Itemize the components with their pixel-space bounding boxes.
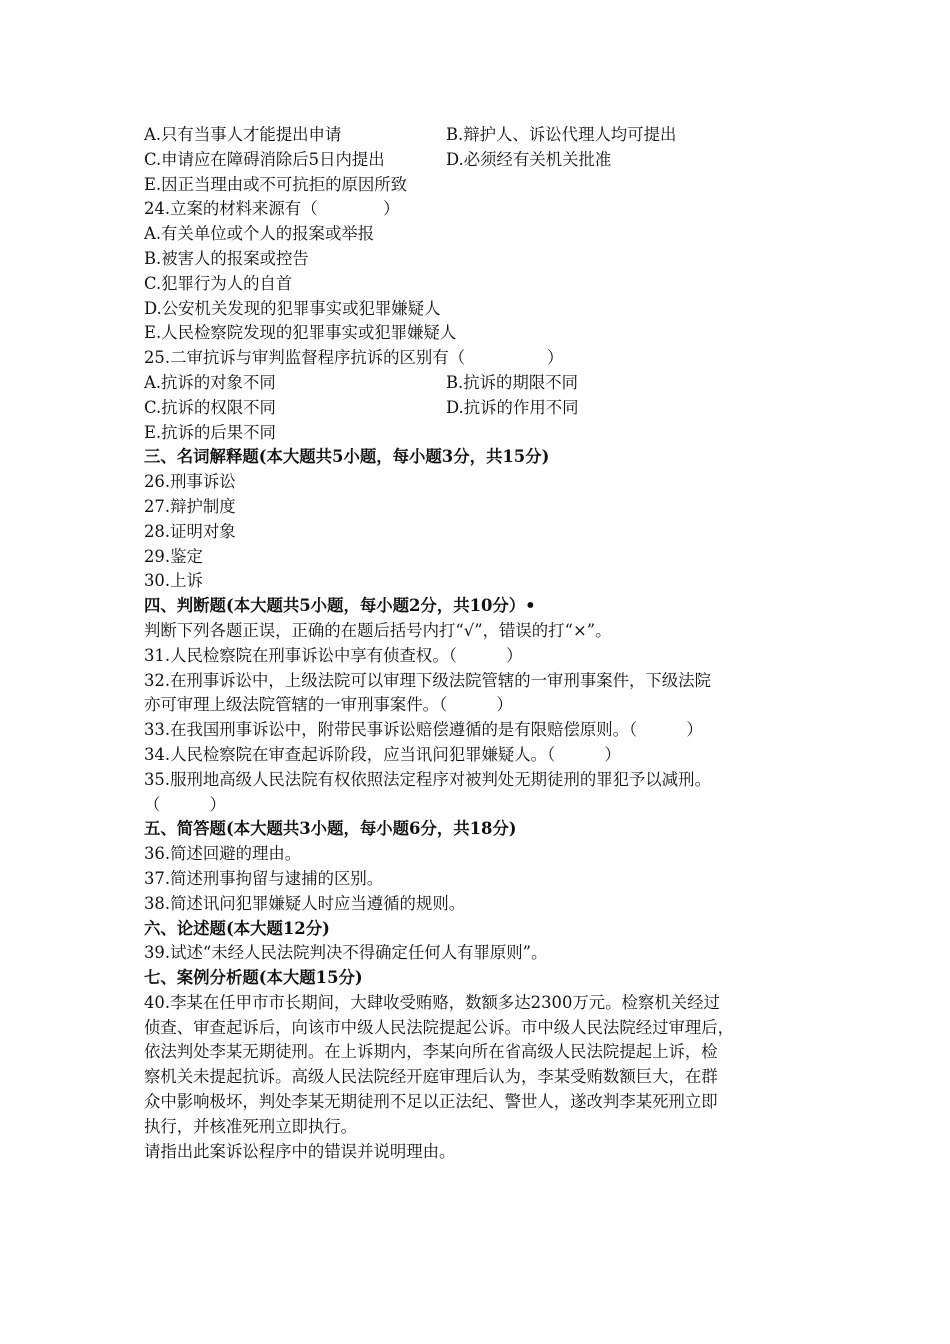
option-a: A.只有当事人才能提出申请 <box>144 125 342 144</box>
option-b: B.辩护人、诉讼代理人均可提出 <box>446 125 677 144</box>
option-b: B.被害人的报案或控告 <box>144 248 309 268</box>
section-3-heading: 三、名词解释题(本大题共5小题，每小题3分，共15分) <box>144 447 550 467</box>
term-item: 30.上诉 <box>144 571 203 591</box>
option-e: E.因正当理由或不可抗拒的原因所致 <box>144 174 408 194</box>
short-answer-item: 37.简述刑事拘留与逮捕的区别。 <box>144 868 384 888</box>
section-6-heading: 六、论述题(本大题12分) <box>144 918 330 938</box>
option-row <box>144 123 814 148</box>
case-text-line: 众中影响极坏，判处李某无期徒刑不足以正法纪、警世人，遂改判李某死刑立即 <box>144 1092 718 1112</box>
section-5-heading: 五、简答题(本大题共3小题，每小题6分，共18分) <box>144 819 517 839</box>
question-32-line-2: 亦可审理上级法院管辖的一审刑事案件。（ ） <box>144 695 513 715</box>
exam-page <box>144 123 814 1164</box>
option-c: C.犯罪行为人的自首 <box>144 273 293 293</box>
short-answer-item: 36.简述回避的理由。 <box>144 844 302 864</box>
option-a: A.有关单位或个人的报案或举报 <box>144 224 375 244</box>
option-e: E.抗诉的后果不同 <box>144 422 276 442</box>
question-32-line-1: 32.在刑事诉讼中，上级法院可以审理下级法院管辖的一审刑事案件，下级法院 <box>144 670 711 690</box>
question-35-line-1: 35.服刑地高级人民法院有权依照法定程序对被判处无期徒刑的罪犯予以减刑。 <box>144 769 711 789</box>
case-text-line: 侦查、审查起诉后，向该市中级人民法院提起公诉。市中级人民法院经过审理后， <box>144 1017 735 1037</box>
question-25-stem: 25.二审抗诉与审判监督程序抗诉的区别有（ ） <box>144 348 564 368</box>
section-4-heading: 四、判断题(本大题共5小题，每小题2分，共10分）• <box>144 596 536 616</box>
case-text-line: 执行，并核准死刑立即执行。 <box>144 1116 358 1136</box>
question-31: 31.人民检察院在刑事诉讼中享有侦查权。（ ） <box>144 645 523 665</box>
section-4-instruction: 判断下列各题正误，正确的在题后括号内打“√”，错误的打“×”。 <box>144 620 612 640</box>
option-d: D.必须经有关机关批准 <box>446 149 612 169</box>
option-row <box>144 148 814 173</box>
option-row <box>144 371 814 396</box>
question-35-line-2: （ ） <box>144 794 226 814</box>
option-c: C.申请应在障碍消除后5日内提出 <box>144 149 385 169</box>
case-text-line: 40.李某在任甲市市长期间，大肆收受贿赂，数额多达2300万元。检察机关经过 <box>144 992 720 1012</box>
option-e: E.人民检察院发现的犯罪事实或犯罪嫌疑人 <box>144 323 457 343</box>
question-33: 33.在我国刑事诉讼中，附带民事诉讼赔偿遵循的是有限赔偿原则。（ ） <box>144 720 703 740</box>
option-row <box>144 396 814 421</box>
question-39: 39.试述“未经人民法院判决不得确定任何人有罪原则”。 <box>144 943 548 963</box>
question-24-stem: 24.立案的材料来源有（ ） <box>144 199 400 219</box>
short-answer-item: 38.简述讯问犯罪嫌疑人时应当遵循的规则。 <box>144 893 466 913</box>
term-item: 27.辩护制度 <box>144 496 236 516</box>
option-d: D.公安机关发现的犯罪事实或犯罪嫌疑人 <box>144 298 441 318</box>
section-7-heading: 七、案例分析题(本大题15分) <box>144 968 363 988</box>
option-d: D.抗诉的作用不同 <box>446 397 579 417</box>
case-text-line: 察机关未提起抗诉。高级人民法院经开庭审理后认为，李某受贿数额巨大，在群 <box>144 1067 718 1087</box>
term-item: 28.证明对象 <box>144 521 236 541</box>
case-text-line: 依法判处李某无期徒刑。在上诉期内，李某向所在省高级人民法院提起上诉，检 <box>144 1042 718 1062</box>
term-item: 29.鉴定 <box>144 546 203 566</box>
option-a: A.抗诉的对象不同 <box>144 372 276 392</box>
option-b: B.抗诉的期限不同 <box>446 372 578 392</box>
question-34: 34.人民检察院在审查起诉阶段，应当讯问犯罪嫌疑人。（ ） <box>144 744 621 764</box>
option-c: C.抗诉的权限不同 <box>144 397 276 417</box>
term-item: 26.刑事诉讼 <box>144 472 236 492</box>
case-question: 请指出此案诉讼程序中的错误并说明理由。 <box>144 1141 456 1161</box>
